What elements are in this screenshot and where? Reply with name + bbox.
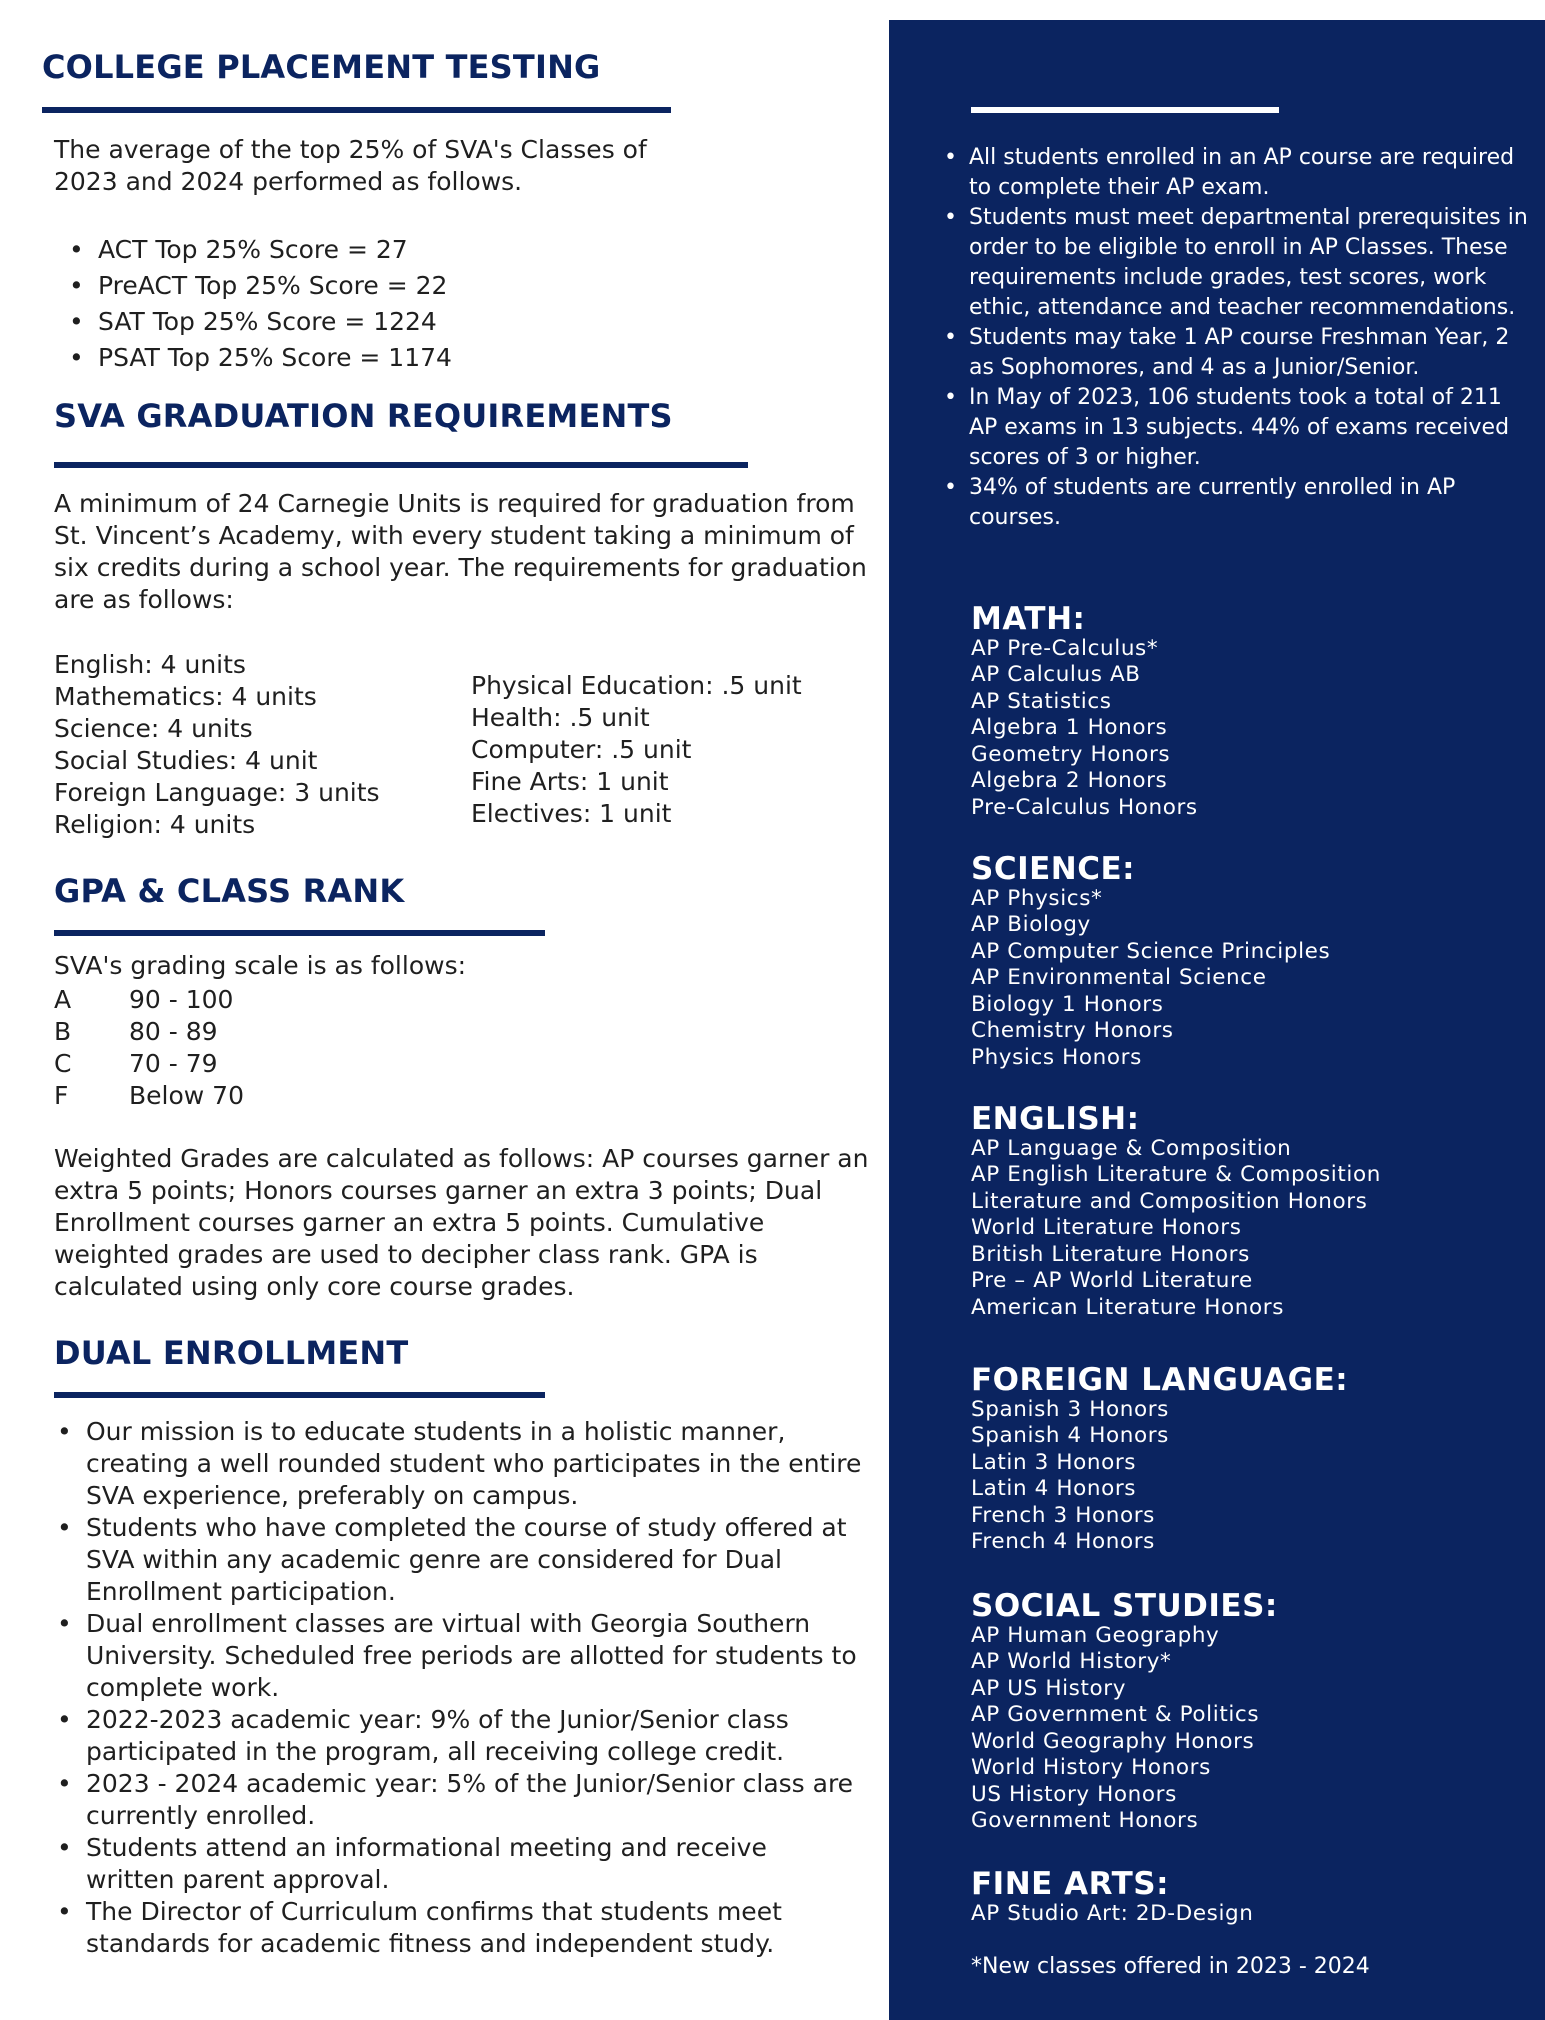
dual-item: • Students who have completed the course of study offered at SVA within any academic genre are considered for Dual Enrollment participation. bbox=[42, 1512, 862, 1608]
course-item: AP Calculus AB bbox=[971, 662, 1141, 688]
social-studies-section bbox=[971, 1589, 1278, 1835]
dual-item: • Our mission is to educate students in a holistic manner, creating a well rounded student who participates in the entire SVA experience, preferably on campus. bbox=[42, 1416, 862, 1512]
grade-range: 70 - 79 bbox=[129, 1048, 218, 1078]
placement-heading: COLLEGE PLACEMENT TESTING bbox=[42, 47, 601, 86]
course-item: Algebra 1 Honors bbox=[971, 715, 1168, 741]
unit-item: Mathematics: 4 units bbox=[54, 681, 317, 711]
course-item: AP Computer Science Principles bbox=[971, 938, 1331, 964]
placement-score-list bbox=[54, 232, 654, 376]
course-item: World Literature Honors bbox=[971, 1215, 1242, 1241]
placement-rule bbox=[42, 107, 671, 113]
english-section bbox=[971, 1102, 1381, 1322]
social-studies-course-list bbox=[971, 1623, 1278, 1835]
placement-intro: The average of the top 25% of SVA's Classes of 2023 and 2024 performed as follows. bbox=[54, 134, 647, 196]
course-item: World History Honors bbox=[971, 1755, 1211, 1781]
dual-list bbox=[42, 1416, 862, 1960]
course-item: Pre – AP World Literature bbox=[971, 1268, 1253, 1294]
course-item: Spanish 3 Honors bbox=[971, 1396, 1169, 1422]
course-item: Algebra 2 Honors bbox=[971, 768, 1168, 794]
math-title: MATH: bbox=[971, 600, 1086, 637]
grading-scale-table bbox=[54, 984, 454, 1112]
grade-row bbox=[54, 1080, 454, 1112]
english-title: ENGLISH: bbox=[971, 1100, 1140, 1137]
foreign-language-title: FOREIGN LANGUAGE: bbox=[971, 1361, 1349, 1398]
grade-range: 80 - 89 bbox=[129, 1016, 218, 1046]
grade-range: Below 70 bbox=[129, 1080, 244, 1110]
gpa-rule bbox=[54, 930, 545, 936]
course-item: AP Environmental Science bbox=[971, 965, 1267, 991]
course-item: US History Honors bbox=[971, 1781, 1177, 1807]
ap-policy-list bbox=[939, 143, 1534, 533]
grade-letter: C bbox=[54, 1048, 72, 1078]
english-course-list bbox=[971, 1136, 1381, 1322]
course-item: AP Government & Politics bbox=[971, 1702, 1260, 1728]
social-studies-title: SOCIAL STUDIES: bbox=[971, 1587, 1278, 1624]
score-item-act: • ACT Top 25% Score = 27 bbox=[54, 232, 654, 268]
course-item: AP Language & Composition bbox=[971, 1135, 1292, 1161]
fine-arts-course-list bbox=[971, 1901, 1254, 1928]
unit-item: Religion: 4 units bbox=[54, 809, 256, 839]
course-item: AP World History* bbox=[971, 1649, 1172, 1675]
course-item: AP Studio Art: 2D-Design bbox=[971, 1900, 1254, 1926]
course-item: Biology 1 Honors bbox=[971, 991, 1164, 1017]
course-item: Physics Honors bbox=[971, 1044, 1142, 1070]
ap-policy-item: • Students may take 1 AP course Freshman Year, 2 as Sophomores, and 4 as a Junior/Senior. bbox=[939, 323, 1534, 383]
dual-item: • Students attend an informational meeting and receive written parent approval. bbox=[42, 1832, 862, 1896]
units-right-list bbox=[471, 670, 871, 830]
course-item: Pre-Calculus Honors bbox=[971, 794, 1198, 820]
course-item: Geometry Honors bbox=[971, 741, 1171, 767]
science-section bbox=[971, 852, 1330, 1072]
unit-item: Physical Education: .5 unit bbox=[471, 670, 802, 700]
unit-item: Health: .5 unit bbox=[471, 702, 650, 732]
science-course-list bbox=[971, 886, 1330, 1072]
dual-heading: DUAL ENROLLMENT bbox=[54, 1333, 409, 1372]
course-item: French 3 Honors bbox=[971, 1502, 1155, 1528]
grading-scale-intro: SVA's grading scale is as follows: bbox=[54, 950, 467, 980]
graduation-heading: SVA GRADUATION REQUIREMENTS bbox=[54, 396, 673, 435]
foreign-language-section bbox=[971, 1363, 1348, 1556]
course-item: Chemistry Honors bbox=[971, 1018, 1174, 1044]
course-item: Latin 4 Honors bbox=[971, 1476, 1137, 1502]
score-item-psat: • PSAT Top 25% Score = 1174 bbox=[54, 340, 654, 376]
course-item: French 4 Honors bbox=[971, 1529, 1155, 1555]
course-item: Literature and Composition Honors bbox=[971, 1188, 1368, 1214]
course-item: AP Biology bbox=[971, 912, 1091, 938]
score-item-preact: • PreACT Top 25% Score = 22 bbox=[54, 268, 654, 304]
grade-letter: F bbox=[54, 1080, 69, 1110]
unit-item: Electives: 1 unit bbox=[471, 798, 672, 828]
unit-item: Social Studies: 4 unit bbox=[54, 745, 318, 775]
gpa-heading: GPA & CLASS RANK bbox=[54, 871, 405, 910]
course-item: AP Pre-Calculus* bbox=[971, 635, 1159, 661]
page bbox=[0, 20, 1545, 2020]
unit-item: Science: 4 units bbox=[54, 713, 253, 743]
course-item: AP English Literature & Composition bbox=[971, 1162, 1381, 1188]
grade-range: 90 - 100 bbox=[129, 984, 234, 1014]
unit-item: Fine Arts: 1 unit bbox=[471, 766, 669, 796]
grade-row bbox=[54, 1048, 454, 1080]
dual-item: • The Director of Curriculum confirms that students meet standards for academic fitness and independent study. bbox=[42, 1896, 862, 1960]
dual-item: • 2023 - 2024 academic year: 5% of the Junior/Senior class are currently enrolled. bbox=[42, 1768, 862, 1832]
course-item: Government Honors bbox=[971, 1808, 1199, 1834]
unit-item: Foreign Language: 3 units bbox=[54, 777, 380, 807]
grade-letter: B bbox=[54, 1016, 72, 1046]
course-item: Latin 3 Honors bbox=[971, 1449, 1137, 1475]
graduation-rule bbox=[54, 462, 748, 468]
grade-letter: A bbox=[54, 984, 72, 1014]
grade-row bbox=[54, 1016, 454, 1048]
fine-arts-section bbox=[971, 1867, 1254, 1928]
units-left-list bbox=[54, 649, 454, 841]
grade-row bbox=[54, 984, 454, 1016]
new-classes-note: *New classes offered in 2023 - 2024 bbox=[971, 1953, 1370, 1979]
fine-arts-title: FINE ARTS: bbox=[971, 1865, 1169, 1902]
weighted-grades-text: Weighted Grades are calculated as follows: AP courses garner an extra 5 points; Honors courses garner an extra 3 points; Dual Enrollment courses garner an extra 5 points. Cumulative weighted grades are used to decipher class rank. GPA is calculated using only core course grades. bbox=[54, 1143, 869, 1301]
dual-item: • 2022-2023 academic year: 9% of the Junior/Senior class participated in the program, all receiving college credit. bbox=[42, 1704, 862, 1768]
graduation-intro: A minimum of 24 Carnegie Units is required for graduation from St. Vincent’s Academy, with every student taking a minimum of six credits during a school year. The requirements for graduation are as follows: bbox=[54, 488, 867, 614]
course-item: AP Statistics bbox=[971, 688, 1112, 714]
course-item: British Literature Honors bbox=[971, 1241, 1250, 1267]
dual-rule bbox=[54, 1392, 545, 1398]
dual-item: • Dual enrollment classes are virtual with Georgia Southern University. Scheduled free periods are allotted for students to complete work. bbox=[42, 1608, 862, 1704]
score-item-sat: • SAT Top 25% Score = 1224 bbox=[54, 304, 654, 340]
ap-policy-item: • In May of 2023, 106 students took a total of 211 AP exams in 13 subjects. 44% of exams received scores of 3 or higher. bbox=[939, 383, 1534, 473]
math-course-list bbox=[971, 636, 1198, 822]
course-item: World Geography Honors bbox=[971, 1728, 1255, 1754]
course-item: AP Human Geography bbox=[971, 1622, 1220, 1648]
ap-policy-item: • 34% of students are currently enrolled in AP courses. bbox=[939, 473, 1534, 533]
ap-policy-item: • All students enrolled in an AP course are required to complete their AP exam. bbox=[939, 143, 1534, 203]
ap-rule bbox=[971, 107, 1279, 113]
course-item: American Literature Honors bbox=[971, 1294, 1284, 1320]
science-title: SCIENCE: bbox=[971, 850, 1136, 887]
course-item: AP US History bbox=[971, 1675, 1127, 1701]
unit-item: Computer: .5 unit bbox=[471, 734, 692, 764]
math-section bbox=[971, 602, 1198, 822]
unit-item: English: 4 units bbox=[54, 649, 246, 679]
foreign-language-course-list bbox=[971, 1397, 1348, 1556]
ap-policy-item: • Students must meet departmental prerequisites in order to be eligible to enroll in AP Classes. These requirements include grades, test scores, work ethic, attendance and teacher recommendations. bbox=[939, 203, 1534, 323]
course-item: Spanish 4 Honors bbox=[971, 1423, 1169, 1449]
course-item: AP Physics* bbox=[971, 885, 1103, 911]
